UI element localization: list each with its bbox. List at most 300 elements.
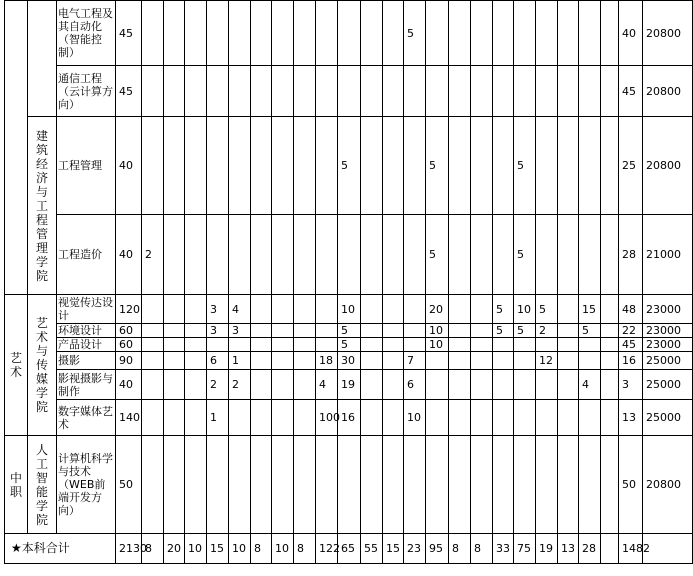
- enrollment-plan-table: [4, 0, 693, 564]
- province-count-cell: [164, 338, 185, 352]
- province-count-cell: [404, 66, 426, 117]
- major-cell: 工程造价: [57, 215, 116, 295]
- province-count-cell: [449, 338, 471, 352]
- province-count-cell: [493, 1, 514, 66]
- province-count-cell: [471, 324, 493, 338]
- tuition-cell: 23000: [643, 324, 693, 338]
- province-count-cell: 1: [207, 400, 229, 436]
- province-count-cell: 5: [514, 215, 536, 295]
- province-count-cell: [493, 352, 514, 370]
- province-count-cell: [601, 352, 619, 370]
- province-count-cell: [338, 66, 361, 117]
- total-count-cell: 122: [316, 534, 338, 564]
- province-count-cell: [251, 400, 272, 436]
- province-count-cell: [142, 338, 164, 352]
- college-cell-art: [28, 295, 57, 436]
- province-count-cell: [272, 215, 294, 295]
- province-count-cell: [272, 400, 294, 436]
- total-count-cell: 13: [558, 534, 579, 564]
- province-count-cell: 5: [338, 338, 361, 352]
- province-count-cell: 5: [514, 324, 536, 338]
- table-row: [5, 436, 693, 534]
- province-count-cell: [185, 436, 207, 534]
- province-count-cell: [514, 400, 536, 436]
- plan-count-cell: 40: [116, 215, 142, 295]
- total-tuition-cell: [643, 534, 693, 564]
- province-count-cell: [383, 338, 404, 352]
- total-count-cell: 28: [579, 534, 601, 564]
- college-cell: [28, 1, 57, 117]
- province-count-cell: 3: [207, 295, 229, 324]
- table-row: [5, 1, 693, 66]
- province-count-cell: [471, 1, 493, 66]
- total-count-cell: 8: [294, 534, 316, 564]
- province-count-cell: [207, 436, 229, 534]
- province-count-cell: [514, 370, 536, 400]
- province-count-cell: [383, 400, 404, 436]
- province-count-cell: [449, 1, 471, 66]
- province-count-cell: [185, 66, 207, 117]
- province-count-cell: [229, 338, 251, 352]
- province-count-cell: [536, 338, 558, 352]
- province-count-cell: 5: [579, 324, 601, 338]
- total-row: [5, 534, 693, 564]
- major-cell: 产品设计: [57, 338, 116, 352]
- province-count-cell: [471, 117, 493, 215]
- province-count-cell: [493, 66, 514, 117]
- province-count-cell: [514, 66, 536, 117]
- province-count-cell: [493, 370, 514, 400]
- plan-count-cell: 140: [116, 400, 142, 436]
- province-count-cell: [294, 324, 316, 338]
- province-count-cell: 5: [426, 117, 449, 215]
- province-count-cell: [272, 1, 294, 66]
- province-count-cell: 7: [404, 352, 426, 370]
- province-count-cell: [294, 352, 316, 370]
- province-count-cell: [316, 117, 338, 215]
- plan-count-cell: 120: [116, 295, 142, 324]
- province-count-cell: [185, 1, 207, 66]
- province-count-cell: 3: [229, 324, 251, 338]
- province-count-cell: [579, 338, 601, 352]
- remaining-count-cell: 22: [619, 324, 643, 338]
- total-plan-cell: 2130: [116, 534, 142, 564]
- major-cell: 工程管理: [57, 117, 116, 215]
- province-count-cell: [558, 1, 579, 66]
- province-count-cell: [185, 295, 207, 324]
- tuition-cell: 20800: [643, 66, 693, 117]
- plan-count-cell: 90: [116, 352, 142, 370]
- province-count-cell: [294, 215, 316, 295]
- province-count-cell: [471, 436, 493, 534]
- major-cell: 视觉传达设计: [57, 295, 116, 324]
- college-cell-jianzhu: [28, 117, 57, 295]
- province-count-cell: [404, 215, 426, 295]
- tuition-cell: 21000: [643, 215, 693, 295]
- province-count-cell: [294, 117, 316, 215]
- province-count-cell: [579, 117, 601, 215]
- province-count-cell: [361, 370, 383, 400]
- province-count-cell: [294, 1, 316, 66]
- table-row: [5, 295, 693, 324]
- province-count-cell: [316, 436, 338, 534]
- total-count-cell: 20: [164, 534, 185, 564]
- province-count-cell: 5: [514, 117, 536, 215]
- total-count-cell: 8: [142, 534, 164, 564]
- province-count-cell: [164, 295, 185, 324]
- province-count-cell: [471, 215, 493, 295]
- major-cell: 计算机科学与技术（WEB前端开发方向）: [57, 436, 116, 534]
- province-count-cell: [558, 66, 579, 117]
- province-count-cell: 2: [229, 370, 251, 400]
- province-count-cell: 15: [579, 295, 601, 324]
- province-count-cell: [471, 66, 493, 117]
- province-count-cell: [142, 295, 164, 324]
- province-count-cell: [251, 66, 272, 117]
- province-count-cell: [579, 436, 601, 534]
- province-count-cell: 10: [338, 295, 361, 324]
- province-count-cell: [536, 215, 558, 295]
- province-count-cell: 3: [207, 324, 229, 338]
- province-count-cell: [449, 436, 471, 534]
- total-count-cell: 10: [229, 534, 251, 564]
- province-count-cell: [338, 215, 361, 295]
- province-count-cell: 5: [338, 324, 361, 338]
- province-count-cell: [558, 436, 579, 534]
- province-count-cell: 10: [514, 295, 536, 324]
- province-count-cell: [142, 436, 164, 534]
- major-cell: 环境设计: [57, 324, 116, 338]
- province-count-cell: [383, 215, 404, 295]
- province-count-cell: [207, 215, 229, 295]
- province-count-cell: [251, 370, 272, 400]
- province-count-cell: [601, 370, 619, 400]
- total-count-cell: 55: [361, 534, 383, 564]
- province-count-cell: [316, 338, 338, 352]
- province-count-cell: [514, 436, 536, 534]
- province-count-cell: [404, 436, 426, 534]
- province-count-cell: [294, 295, 316, 324]
- remaining-count-cell: 50: [619, 436, 643, 534]
- province-count-cell: [383, 324, 404, 338]
- province-count-cell: [142, 117, 164, 215]
- remaining-count-cell: 3: [619, 370, 643, 400]
- province-count-cell: [185, 370, 207, 400]
- plan-count-cell: 45: [116, 1, 142, 66]
- province-count-cell: [361, 338, 383, 352]
- total-label: ★本科合计: [5, 534, 116, 564]
- province-count-cell: [142, 1, 164, 66]
- tuition-cell: 20800: [643, 1, 693, 66]
- province-count-cell: [426, 370, 449, 400]
- table-row: [5, 370, 693, 400]
- province-count-cell: [471, 352, 493, 370]
- total-remaining-cell: 1482: [619, 534, 643, 564]
- province-count-cell: [558, 370, 579, 400]
- remaining-count-cell: 25: [619, 117, 643, 215]
- province-count-cell: [601, 215, 619, 295]
- province-count-cell: [251, 436, 272, 534]
- province-count-cell: [383, 1, 404, 66]
- province-count-cell: [361, 66, 383, 117]
- province-count-cell: [229, 117, 251, 215]
- table-row: [5, 352, 693, 370]
- level-cell-zz: [5, 436, 28, 534]
- province-count-cell: 18: [316, 352, 338, 370]
- major-cell: 电气工程及其自动化（智能控制）: [57, 1, 116, 66]
- province-count-cell: 10: [404, 400, 426, 436]
- province-count-cell: 5: [338, 117, 361, 215]
- province-count-cell: 5: [404, 1, 426, 66]
- province-count-cell: [514, 352, 536, 370]
- level-cell-zz-label: 中职: [9, 470, 22, 499]
- province-count-cell: [229, 215, 251, 295]
- tuition-cell: 25000: [643, 400, 693, 436]
- remaining-count-cell: 13: [619, 400, 643, 436]
- province-count-cell: [185, 324, 207, 338]
- province-count-cell: [272, 370, 294, 400]
- province-count-cell: [142, 66, 164, 117]
- province-count-cell: [361, 117, 383, 215]
- province-count-cell: [316, 1, 338, 66]
- plan-count-cell: 40: [116, 370, 142, 400]
- tuition-cell: 25000: [643, 352, 693, 370]
- province-count-cell: [558, 324, 579, 338]
- province-count-cell: [361, 400, 383, 436]
- total-count-cell: 65: [338, 534, 361, 564]
- tuition-cell: 20800: [643, 436, 693, 534]
- province-count-cell: 2: [142, 215, 164, 295]
- college-cell-jianzhu-label: 建筑经济与工程管理学院: [35, 128, 48, 283]
- province-count-cell: [536, 400, 558, 436]
- province-count-cell: 19: [338, 370, 361, 400]
- major-cell: 影视摄影与制作: [57, 370, 116, 400]
- province-count-cell: [449, 370, 471, 400]
- province-count-cell: [164, 117, 185, 215]
- province-count-cell: [579, 215, 601, 295]
- province-count-cell: [164, 66, 185, 117]
- province-count-cell: [404, 338, 426, 352]
- province-count-cell: [426, 400, 449, 436]
- province-count-cell: [316, 324, 338, 338]
- province-count-cell: 30: [338, 352, 361, 370]
- province-count-cell: [164, 436, 185, 534]
- major-cell: 摄影: [57, 352, 116, 370]
- province-count-cell: [361, 1, 383, 66]
- province-count-cell: [493, 215, 514, 295]
- province-count-cell: [251, 215, 272, 295]
- total-count-cell: 10: [185, 534, 207, 564]
- province-count-cell: [404, 324, 426, 338]
- total-count-cell: 75: [514, 534, 536, 564]
- province-count-cell: [558, 400, 579, 436]
- province-count-cell: 12: [536, 352, 558, 370]
- plan-count-cell: 50: [116, 436, 142, 534]
- plan-count-cell: 60: [116, 338, 142, 352]
- province-count-cell: [164, 215, 185, 295]
- province-count-cell: 4: [579, 370, 601, 400]
- province-count-cell: [251, 117, 272, 215]
- province-count-cell: [536, 66, 558, 117]
- table-row: [5, 66, 693, 117]
- province-count-cell: 100: [316, 400, 338, 436]
- province-count-cell: [185, 400, 207, 436]
- province-count-cell: [601, 1, 619, 66]
- province-count-cell: [361, 352, 383, 370]
- college-cell-ai: [28, 436, 57, 534]
- total-count-cell: 8: [449, 534, 471, 564]
- province-count-cell: [426, 1, 449, 66]
- province-count-cell: 6: [207, 352, 229, 370]
- table-body: [5, 1, 693, 564]
- province-count-cell: [294, 436, 316, 534]
- table-row: [5, 400, 693, 436]
- province-count-cell: [404, 117, 426, 215]
- province-count-cell: [426, 352, 449, 370]
- province-count-cell: [251, 1, 272, 66]
- province-count-cell: [272, 352, 294, 370]
- province-count-cell: [361, 436, 383, 534]
- province-count-cell: [294, 338, 316, 352]
- province-count-cell: [383, 370, 404, 400]
- total-count-cell: 19: [536, 534, 558, 564]
- total-count-cell: 8: [471, 534, 493, 564]
- province-count-cell: [558, 215, 579, 295]
- province-count-cell: [383, 352, 404, 370]
- province-count-cell: [294, 400, 316, 436]
- province-count-cell: 10: [426, 338, 449, 352]
- province-count-cell: [229, 436, 251, 534]
- province-count-cell: [164, 352, 185, 370]
- province-count-cell: [272, 338, 294, 352]
- province-count-cell: [361, 215, 383, 295]
- tuition-cell: 23000: [643, 295, 693, 324]
- province-count-cell: [229, 66, 251, 117]
- province-count-cell: [558, 295, 579, 324]
- table-row: [5, 324, 693, 338]
- level-cell: [5, 1, 28, 295]
- province-count-cell: [493, 436, 514, 534]
- province-count-cell: [558, 352, 579, 370]
- province-count-cell: [449, 215, 471, 295]
- province-count-cell: 4: [316, 370, 338, 400]
- province-count-cell: [579, 66, 601, 117]
- province-count-cell: [493, 400, 514, 436]
- province-count-cell: [185, 338, 207, 352]
- province-count-cell: [207, 117, 229, 215]
- total-count-cell: 15: [207, 534, 229, 564]
- province-count-cell: [251, 352, 272, 370]
- province-count-cell: [185, 215, 207, 295]
- remaining-count-cell: 45: [619, 338, 643, 352]
- remaining-count-cell: 48: [619, 295, 643, 324]
- province-count-cell: [316, 215, 338, 295]
- province-count-cell: [449, 295, 471, 324]
- province-count-cell: [272, 436, 294, 534]
- province-count-cell: [536, 370, 558, 400]
- province-count-cell: [316, 295, 338, 324]
- tuition-cell: 20800: [643, 117, 693, 215]
- plan-count-cell: 40: [116, 117, 142, 215]
- province-count-cell: [601, 66, 619, 117]
- province-count-cell: [579, 352, 601, 370]
- remaining-count-cell: 40: [619, 1, 643, 66]
- total-count-cell: [601, 534, 619, 564]
- province-count-cell: [426, 436, 449, 534]
- province-count-cell: [601, 295, 619, 324]
- province-count-cell: [164, 324, 185, 338]
- province-count-cell: 2: [536, 324, 558, 338]
- total-count-cell: 10: [272, 534, 294, 564]
- province-count-cell: [272, 295, 294, 324]
- province-count-cell: [536, 117, 558, 215]
- province-count-cell: [471, 338, 493, 352]
- province-count-cell: 5: [426, 215, 449, 295]
- province-count-cell: [229, 1, 251, 66]
- province-count-cell: [449, 324, 471, 338]
- province-count-cell: [601, 338, 619, 352]
- province-count-cell: [449, 117, 471, 215]
- province-count-cell: [164, 1, 185, 66]
- tuition-cell: 23000: [643, 338, 693, 352]
- remaining-count-cell: 45: [619, 66, 643, 117]
- major-cell: 通信工程（云计算方向）: [57, 66, 116, 117]
- province-count-cell: [142, 324, 164, 338]
- province-count-cell: [142, 352, 164, 370]
- province-count-cell: [514, 1, 536, 66]
- province-count-cell: [383, 295, 404, 324]
- province-count-cell: [383, 117, 404, 215]
- province-count-cell: [536, 1, 558, 66]
- province-count-cell: [449, 352, 471, 370]
- level-cell-art: [5, 295, 28, 436]
- province-count-cell: [251, 324, 272, 338]
- province-count-cell: [272, 66, 294, 117]
- province-count-cell: [579, 400, 601, 436]
- total-count-cell: 15: [383, 534, 404, 564]
- province-count-cell: [471, 295, 493, 324]
- province-count-cell: 6: [404, 370, 426, 400]
- province-count-cell: [493, 338, 514, 352]
- province-count-cell: [164, 370, 185, 400]
- province-count-cell: [404, 295, 426, 324]
- province-count-cell: [361, 295, 383, 324]
- major-cell: 数字媒体艺术: [57, 400, 116, 436]
- province-count-cell: [164, 400, 185, 436]
- province-count-cell: [426, 66, 449, 117]
- table-row: [5, 117, 693, 215]
- province-count-cell: [558, 338, 579, 352]
- total-count-cell: 8: [251, 534, 272, 564]
- remaining-count-cell: 16: [619, 352, 643, 370]
- province-count-cell: [338, 1, 361, 66]
- province-count-cell: [361, 324, 383, 338]
- province-count-cell: 20: [426, 295, 449, 324]
- province-count-cell: [251, 338, 272, 352]
- province-count-cell: [338, 436, 361, 534]
- province-count-cell: [579, 1, 601, 66]
- province-count-cell: [207, 66, 229, 117]
- table-row: [5, 215, 693, 295]
- province-count-cell: [449, 66, 471, 117]
- province-count-cell: 10: [426, 324, 449, 338]
- province-count-cell: [207, 1, 229, 66]
- province-count-cell: [142, 370, 164, 400]
- province-count-cell: 2: [207, 370, 229, 400]
- province-count-cell: [601, 324, 619, 338]
- province-count-cell: [471, 370, 493, 400]
- province-count-cell: 16: [338, 400, 361, 436]
